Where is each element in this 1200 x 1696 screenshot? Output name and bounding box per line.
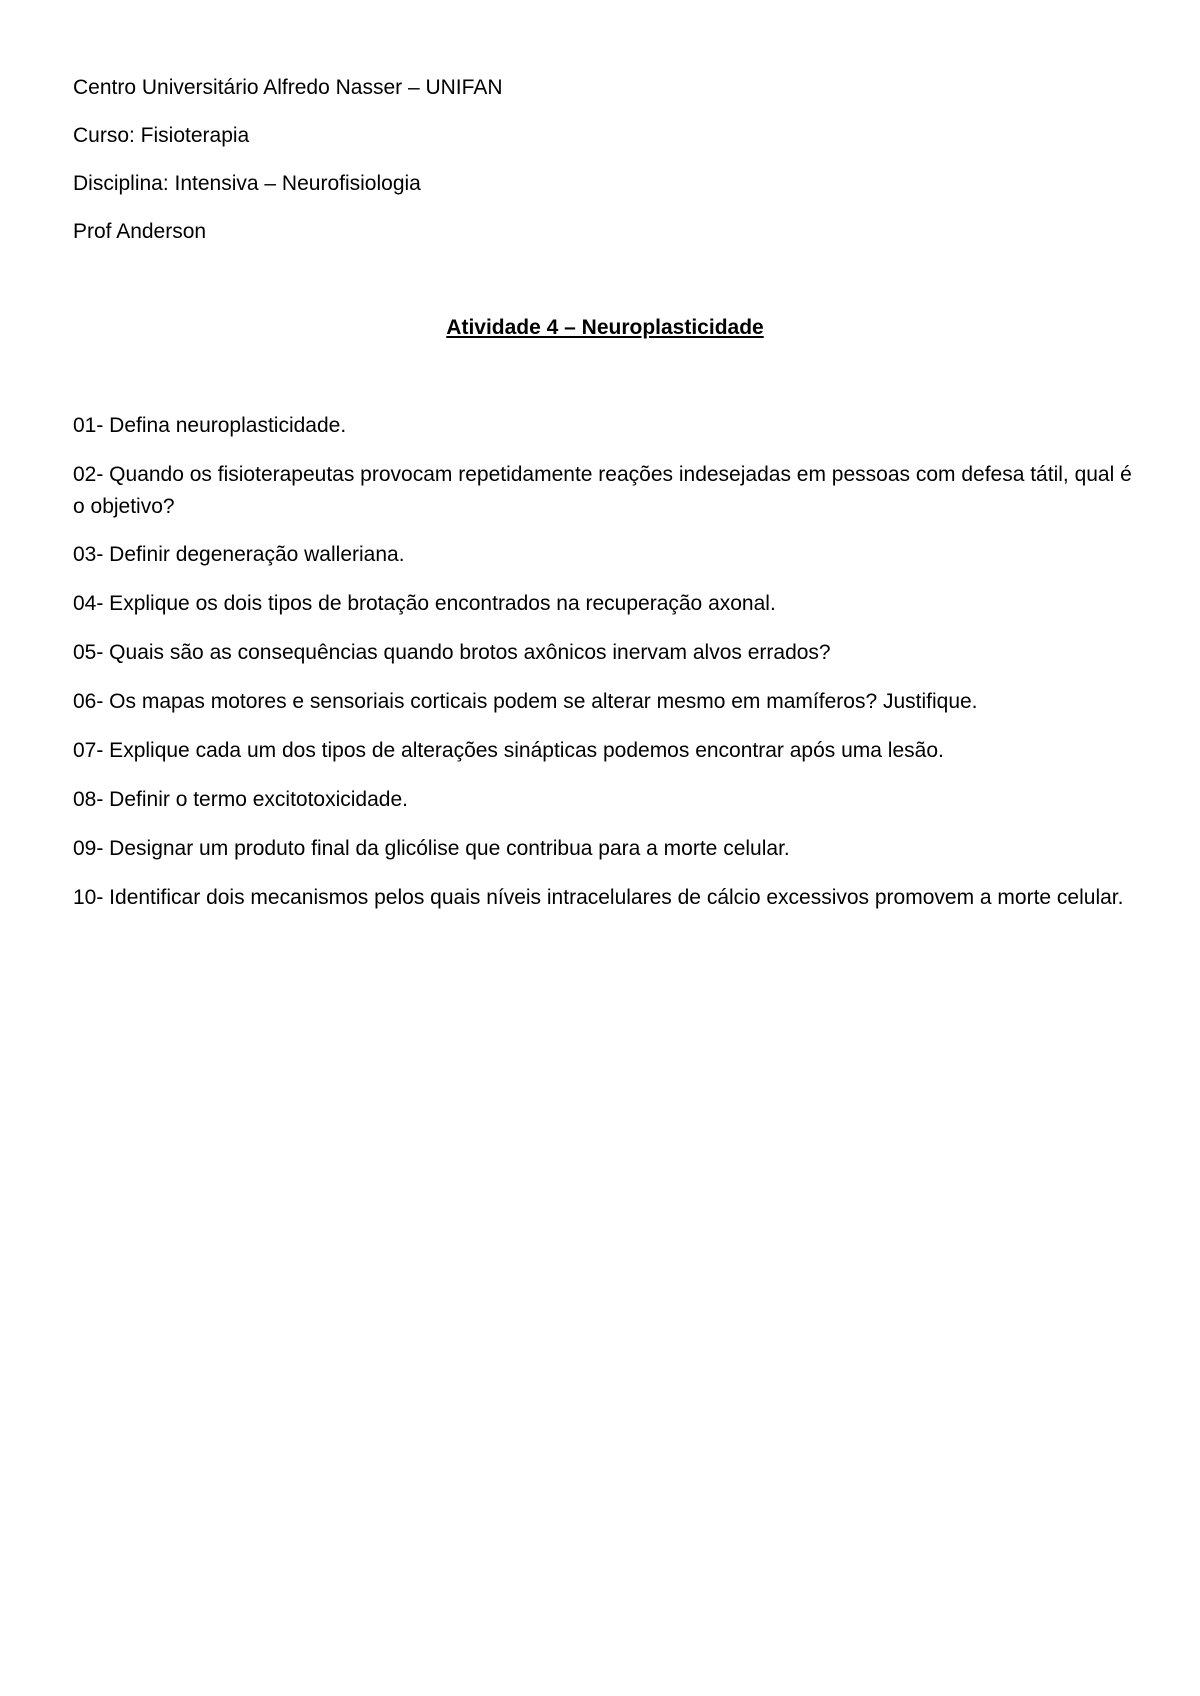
question-08: 08- Definir o termo excitotoxicidade. — [73, 788, 408, 811]
question-01: 01- Defina neuroplasticidade. — [73, 414, 347, 437]
discipline-line: Disciplina: Intensiva – Neurofisiologia — [73, 172, 421, 195]
question-02: 02- Quando os fisioterapeutas provocam repetidamente reações indesejadas em pessoas com defesa tátil, qual é o objetivo? — [73, 463, 1132, 518]
question-07: 07- Explique cada um dos tipos de alterações sinápticas podemos encontrar após uma lesão. — [73, 739, 944, 762]
question-03: 03- Definir degeneração walleriana. — [73, 543, 405, 566]
question-05: 05- Quais são as consequências quando brotos axônicos inervam alvos errados? — [73, 641, 831, 664]
question-10: 10- Identificar dois mecanismos pelos quais níveis intracelulares de cálcio excessivos promovem a morte celular. — [73, 886, 1124, 909]
activity-title: Atividade 4 – Neuroplasticidade — [446, 316, 764, 339]
question-04: 04- Explique os dois tipos de brotação encontrados na recuperação axonal. — [73, 592, 776, 615]
question-09: 09- Designar um produto final da glicólise que contribua para a morte celular. — [73, 837, 790, 860]
question-06: 06- Os mapas motores e sensoriais corticais podem se alterar mesmo em mamíferos? Justifique. — [73, 690, 978, 713]
professor-line: Prof Anderson — [73, 220, 207, 243]
course-line: Curso: Fisioterapia — [73, 124, 250, 147]
institution-line: Centro Universitário Alfredo Nasser – UNIFAN — [73, 76, 503, 99]
